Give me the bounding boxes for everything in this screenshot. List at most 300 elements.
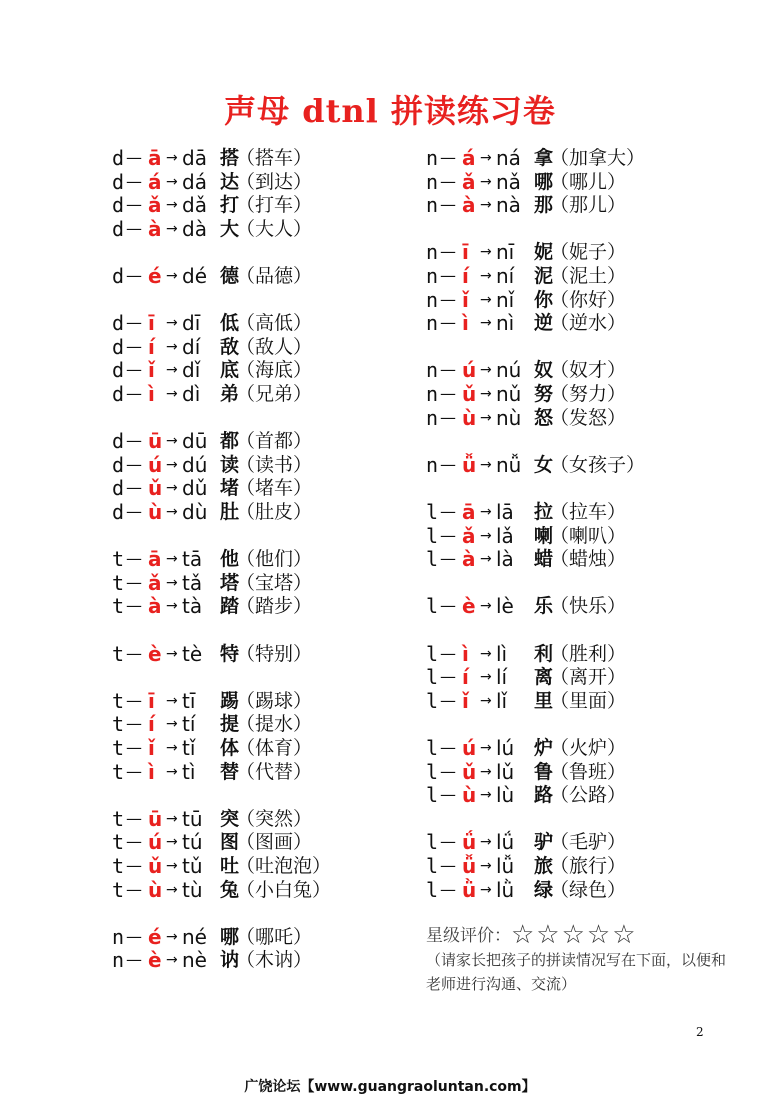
example-word: （公路） [550,784,627,807]
dash-glyph: — [126,690,142,710]
tone-vowel: ǔ [462,759,477,784]
tone-vowel: ǔ [462,382,477,406]
initial-letter: n [426,169,439,194]
initial-letter: n [426,146,439,170]
dash-glyph: — [126,808,142,828]
arrow-icon: → [166,386,178,402]
initial-letter: d [112,169,125,194]
example-word: （哪吒） [236,925,313,948]
tone-vowel: ī [148,688,155,713]
example-word: （火炉） [550,737,627,759]
syllable: nī [496,240,515,265]
initial-letter: l [426,830,439,855]
dash-glyph: — [440,761,456,781]
tone-vowel: ú [462,736,477,760]
tone-vowel: ū [148,806,163,831]
tone-vowel: í [148,334,155,359]
initial-letter: n [426,287,439,312]
arrow-icon: → [480,291,492,308]
syllable: lǜ [496,877,515,902]
hanzi: 大 [220,217,240,240]
initial-letter: n [426,382,439,406]
page-title: 声母 dtnl 拼读练习卷 [224,92,556,130]
example-word: （大人） [236,217,313,240]
rating-label: 星级评价： [426,926,511,946]
hanzi: 努 [534,383,554,405]
dash-glyph: — [440,643,456,663]
dash-glyph: — [126,549,142,569]
hanzi: 提 [220,713,240,736]
example-word: （木讷） [236,949,313,972]
example-word: （读书） [236,453,313,476]
example-word: （提水） [236,713,313,736]
dash-glyph: — [126,384,142,403]
star-rating [426,920,638,950]
example-word: （努力） [550,383,627,405]
syllable: tǐ [182,736,196,760]
tone-vowel: ù [148,500,163,524]
dash-glyph: — [440,856,456,875]
syllable: dí [182,334,201,359]
syllable: né [182,924,207,949]
dash-glyph: — [440,266,456,285]
initial-letter: l [426,688,439,713]
arrow-icon: → [166,338,178,355]
dash-glyph: — [440,690,456,710]
initial-letter: t [112,547,125,572]
hanzi: 图 [220,831,240,854]
tone-vowel: ú [462,358,477,383]
initial-letter: t [112,594,125,619]
arrow-icon: → [166,574,178,591]
syllable: dú [182,452,208,477]
rating-stars-icon[interactable]: ☆☆☆☆☆ [511,920,638,950]
hanzi: 你 [534,288,554,311]
hanzi: 逆 [534,312,554,335]
arrow-icon: → [480,763,492,780]
arrow-icon: → [480,409,492,426]
arrow-icon: → [166,362,178,379]
syllable: dī [182,311,201,336]
tone-vowel: é [148,924,162,949]
hanzi: 乐 [534,595,554,618]
dash-glyph: — [440,738,456,757]
initial-letter: n [112,924,125,949]
arrow-icon: → [480,268,492,284]
example-word: （女孩子） [550,453,646,476]
arrow-icon: → [480,692,492,709]
arrow-icon: → [166,598,178,615]
arrow-icon: → [480,787,492,804]
example-word: （首都） [236,430,313,453]
dash-glyph: — [126,148,142,167]
tone-vowel: ī [462,240,469,265]
dash-glyph: — [126,502,142,521]
dash-glyph: — [440,195,456,215]
dash-glyph: — [126,195,142,215]
example-word: （品德） [236,265,313,287]
syllable: nù [496,405,522,430]
syllable: tè [182,641,203,666]
tone-vowel: ǎ [462,169,476,194]
syllable: là [496,547,514,572]
arrow-icon: → [166,692,178,709]
hanzi: 踏 [220,595,240,618]
arrow-icon: → [480,834,492,851]
tone-vowel: è [462,594,476,619]
arrow-icon: → [166,716,178,733]
dash-glyph: — [440,596,456,616]
example-word: （妮子） [550,241,627,264]
hanzi: 哪 [534,170,554,193]
arrow-icon: → [166,456,178,473]
tone-vowel: ì [462,311,469,336]
tone-vowel: í [462,665,469,690]
initial-letter: t [112,712,125,737]
initial-letter: l [426,665,439,690]
syllable: lì [496,641,508,666]
syllable: tǎ [182,570,203,595]
initial-letter: d [112,193,125,218]
syllable: lǚ [496,854,515,878]
hanzi: 炉 [534,737,554,759]
tone-vowel: í [148,712,155,737]
example-word: （拉车） [550,501,627,523]
hanzi: 打 [220,194,240,217]
arrow-icon: → [480,645,492,662]
example-word: （加拿大） [550,147,646,169]
syllable: tǔ [182,854,203,878]
dash-glyph: — [126,313,142,333]
hanzi: 敌 [220,335,240,358]
dash-glyph: — [440,502,456,521]
initial-letter: l [426,594,439,619]
syllable: lǎ [496,523,514,548]
example-word: （突然） [236,807,313,830]
arrow-icon: → [166,480,178,497]
arrow-icon: → [166,763,178,780]
dash-glyph: — [126,478,142,498]
arrow-icon: → [480,881,492,898]
dash-glyph: — [440,785,456,805]
arrow-icon: → [480,858,492,874]
example-word: （奴才） [550,359,627,382]
syllable: dì [182,382,201,406]
syllable: dū [182,429,208,454]
example-word: （踢球） [236,689,313,712]
arrow-icon: → [166,220,178,237]
syllable: dǔ [182,476,208,501]
syllable: tī [182,688,196,713]
initial-letter: l [426,759,439,784]
tone-vowel: ǘ [462,830,477,855]
page-number: 2 [696,1025,704,1039]
hanzi: 他 [220,548,240,571]
tone-vowel: ǎ [148,570,162,595]
hanzi: 喇 [534,524,554,547]
syllable: tú [182,830,203,855]
initial-letter: t [112,736,125,760]
initial-letter: t [112,830,125,855]
hanzi: 女 [534,453,554,476]
syllable: dà [182,216,207,241]
tone-vowel: ǐ [462,688,469,713]
dash-glyph: — [126,596,142,616]
initial-letter: l [426,854,439,878]
example-word: （那儿） [550,194,627,217]
tone-vowel: í [462,264,469,288]
hanzi: 塔 [220,571,240,594]
tone-vowel: ǜ [462,877,477,902]
hanzi: 利 [534,642,554,665]
tone-vowel: ā [148,146,162,170]
arrow-icon: → [480,669,492,686]
tone-vowel: á [462,146,476,170]
dash-glyph: — [440,407,456,427]
tone-vowel: ā [148,547,162,572]
tone-vowel: à [462,193,476,218]
dash-glyph: — [126,761,142,781]
hanzi: 鲁 [534,760,554,783]
arrow-icon: → [166,150,178,166]
hanzi: 达 [220,170,240,193]
initial-letter: d [112,452,125,477]
syllable: nǎ [496,169,521,194]
hanzi: 妮 [534,241,554,264]
hanzi: 泥 [534,265,554,287]
example-word: （绿色） [550,878,627,901]
initial-letter: d [112,311,125,336]
initial-letter: d [112,146,125,170]
example-word: （泥土） [550,265,627,287]
example-word: （蜡烛） [550,548,627,571]
arrow-icon: → [480,456,492,473]
initial-letter: n [426,358,439,383]
syllable: lǔ [496,759,515,784]
dash-glyph: — [440,148,456,167]
dash-glyph: — [126,738,142,757]
dash-glyph: — [440,549,456,569]
syllable: dā [182,146,207,170]
dash-glyph: — [126,171,142,191]
syllable: nà [496,193,521,218]
hanzi: 突 [220,807,240,830]
example-word: （到达） [236,170,313,193]
arrow-icon: → [480,362,492,379]
syllable: tà [182,594,203,619]
tone-vowel: ì [148,759,155,784]
syllable: tí [182,712,196,737]
initial-letter: t [112,641,125,666]
initial-letter: t [112,688,125,713]
tone-vowel: à [148,216,162,241]
syllable: tì [182,759,196,784]
syllable: nǚ [496,452,522,477]
tone-vowel: à [462,547,476,572]
arrow-icon: → [166,197,178,214]
dash-glyph: — [126,572,142,592]
tone-vowel: ǔ [148,476,163,501]
syllable: lú [496,736,515,760]
initial-letter: t [112,570,125,595]
example-word: （逆水） [550,312,627,335]
dash-glyph: — [440,525,456,545]
initial-letter: l [426,500,439,524]
syllable: nè [182,948,207,973]
tone-vowel: ā [462,500,476,524]
example-word: （打车） [236,194,313,217]
initial-letter: n [426,405,439,430]
example-word: （胜利） [550,642,627,665]
example-word: （敌人） [236,335,313,358]
syllable: tā [182,547,203,572]
dash-glyph: — [440,832,456,852]
hanzi: 搭 [220,147,240,169]
initial-letter: l [426,641,439,666]
hanzi: 德 [220,265,240,287]
hanzi: 离 [534,666,554,689]
hanzi: 驴 [534,831,554,854]
syllable: dé [182,264,207,288]
tone-vowel: ú [148,452,163,477]
initial-letter: l [426,523,439,548]
initial-letter: n [426,311,439,336]
dash-glyph: — [126,950,142,970]
dash-glyph: — [440,384,456,403]
arrow-icon: → [166,740,178,756]
tone-vowel: ù [148,877,163,902]
example-word: （肚皮） [236,501,313,523]
example-word: （海底） [236,359,313,382]
hanzi: 吐 [220,855,240,877]
example-word: （特别） [236,642,313,665]
dash-glyph: — [440,667,456,687]
tone-vowel: ǎ [148,193,162,218]
dash-glyph: — [126,454,142,474]
arrow-icon: → [480,740,492,756]
dash-glyph: — [126,879,142,899]
dash-glyph: — [440,313,456,333]
initial-letter: l [426,783,439,808]
initial-letter: n [426,240,439,265]
hanzi: 拉 [534,501,554,523]
hanzi: 绿 [534,878,554,901]
tone-vowel: ǚ [462,452,477,477]
tone-vowel: ù [462,405,477,430]
syllable: tū [182,806,203,831]
hanzi: 里 [534,689,554,712]
example-word: （他们） [236,548,313,571]
example-word: （快乐） [550,595,627,618]
syllable: dǐ [182,358,201,383]
tone-vowel: ǐ [148,736,155,760]
example-word: （喇叭） [550,524,627,547]
dash-glyph: — [126,856,142,875]
initial-letter: d [112,429,125,454]
syllable: dǎ [182,193,207,218]
dash-glyph: — [126,336,142,356]
dash-glyph: — [440,242,456,262]
initial-letter: n [112,948,125,973]
parent-note: （请家长把孩子的拼读情况写在下面，以便和老师进行沟通、交流） [426,951,727,993]
example-word: （高低） [236,312,313,335]
dash-glyph: — [126,643,142,663]
arrow-icon: → [480,527,492,544]
initial-letter: t [112,806,125,831]
initial-letter: n [426,193,439,218]
hanzi: 替 [220,760,240,783]
hanzi: 体 [220,737,240,759]
tone-vowel: ī [148,311,155,336]
arrow-icon: → [480,173,492,190]
hanzi: 哪 [220,925,240,948]
syllable: lù [496,783,515,808]
hanzi: 堵 [220,477,240,500]
tone-vowel: ū [148,429,163,454]
dash-glyph: — [440,879,456,899]
initial-letter: n [426,264,439,288]
hanzi: 兔 [220,878,240,901]
hanzi: 蜡 [534,548,554,571]
example-word: （里面） [550,689,627,712]
arrow-icon: → [166,810,178,827]
arrow-icon: → [166,645,178,662]
initial-letter: l [426,547,439,572]
tone-vowel: é [148,264,162,288]
syllable: ná [496,146,521,170]
example-word: （宝塔） [236,571,313,594]
syllable: lè [496,594,514,619]
syllable: nǐ [496,287,515,312]
example-word: （踏步） [236,595,313,618]
syllable: nǔ [496,382,522,406]
arrow-icon: → [166,504,178,520]
dash-glyph: — [126,360,142,380]
hanzi: 怒 [534,406,554,429]
example-word: （代替） [236,760,313,783]
tone-vowel: ì [462,641,469,666]
tone-vowel: ù [462,783,477,808]
example-word: （体育） [236,737,313,759]
syllable: dá [182,169,207,194]
syllable: tù [182,877,203,902]
arrow-icon: → [480,504,492,520]
tone-vowel: ì [148,382,155,406]
example-word: （小白兔） [236,878,332,901]
arrow-icon: → [480,244,492,261]
initial-letter: d [112,358,125,383]
initial-letter: d [112,382,125,406]
tone-vowel: è [148,948,162,973]
tone-vowel: ǚ [462,854,477,878]
arrow-icon: → [166,858,178,874]
arrow-icon: → [166,952,178,969]
initial-letter: l [426,736,439,760]
dash-glyph: — [126,218,142,238]
arrow-icon: → [480,197,492,214]
arrow-icon: → [166,433,178,450]
hanzi: 旅 [534,855,554,877]
arrow-icon: → [480,551,492,568]
example-word: （堵车） [236,477,313,500]
syllable: lí [496,665,508,690]
arrow-icon: → [166,928,178,945]
syllable: dù [182,500,208,524]
example-word: （搭车） [236,147,313,169]
arrow-icon: → [166,173,178,190]
dash-glyph: — [126,926,142,946]
example-word: （旅行） [550,855,627,877]
